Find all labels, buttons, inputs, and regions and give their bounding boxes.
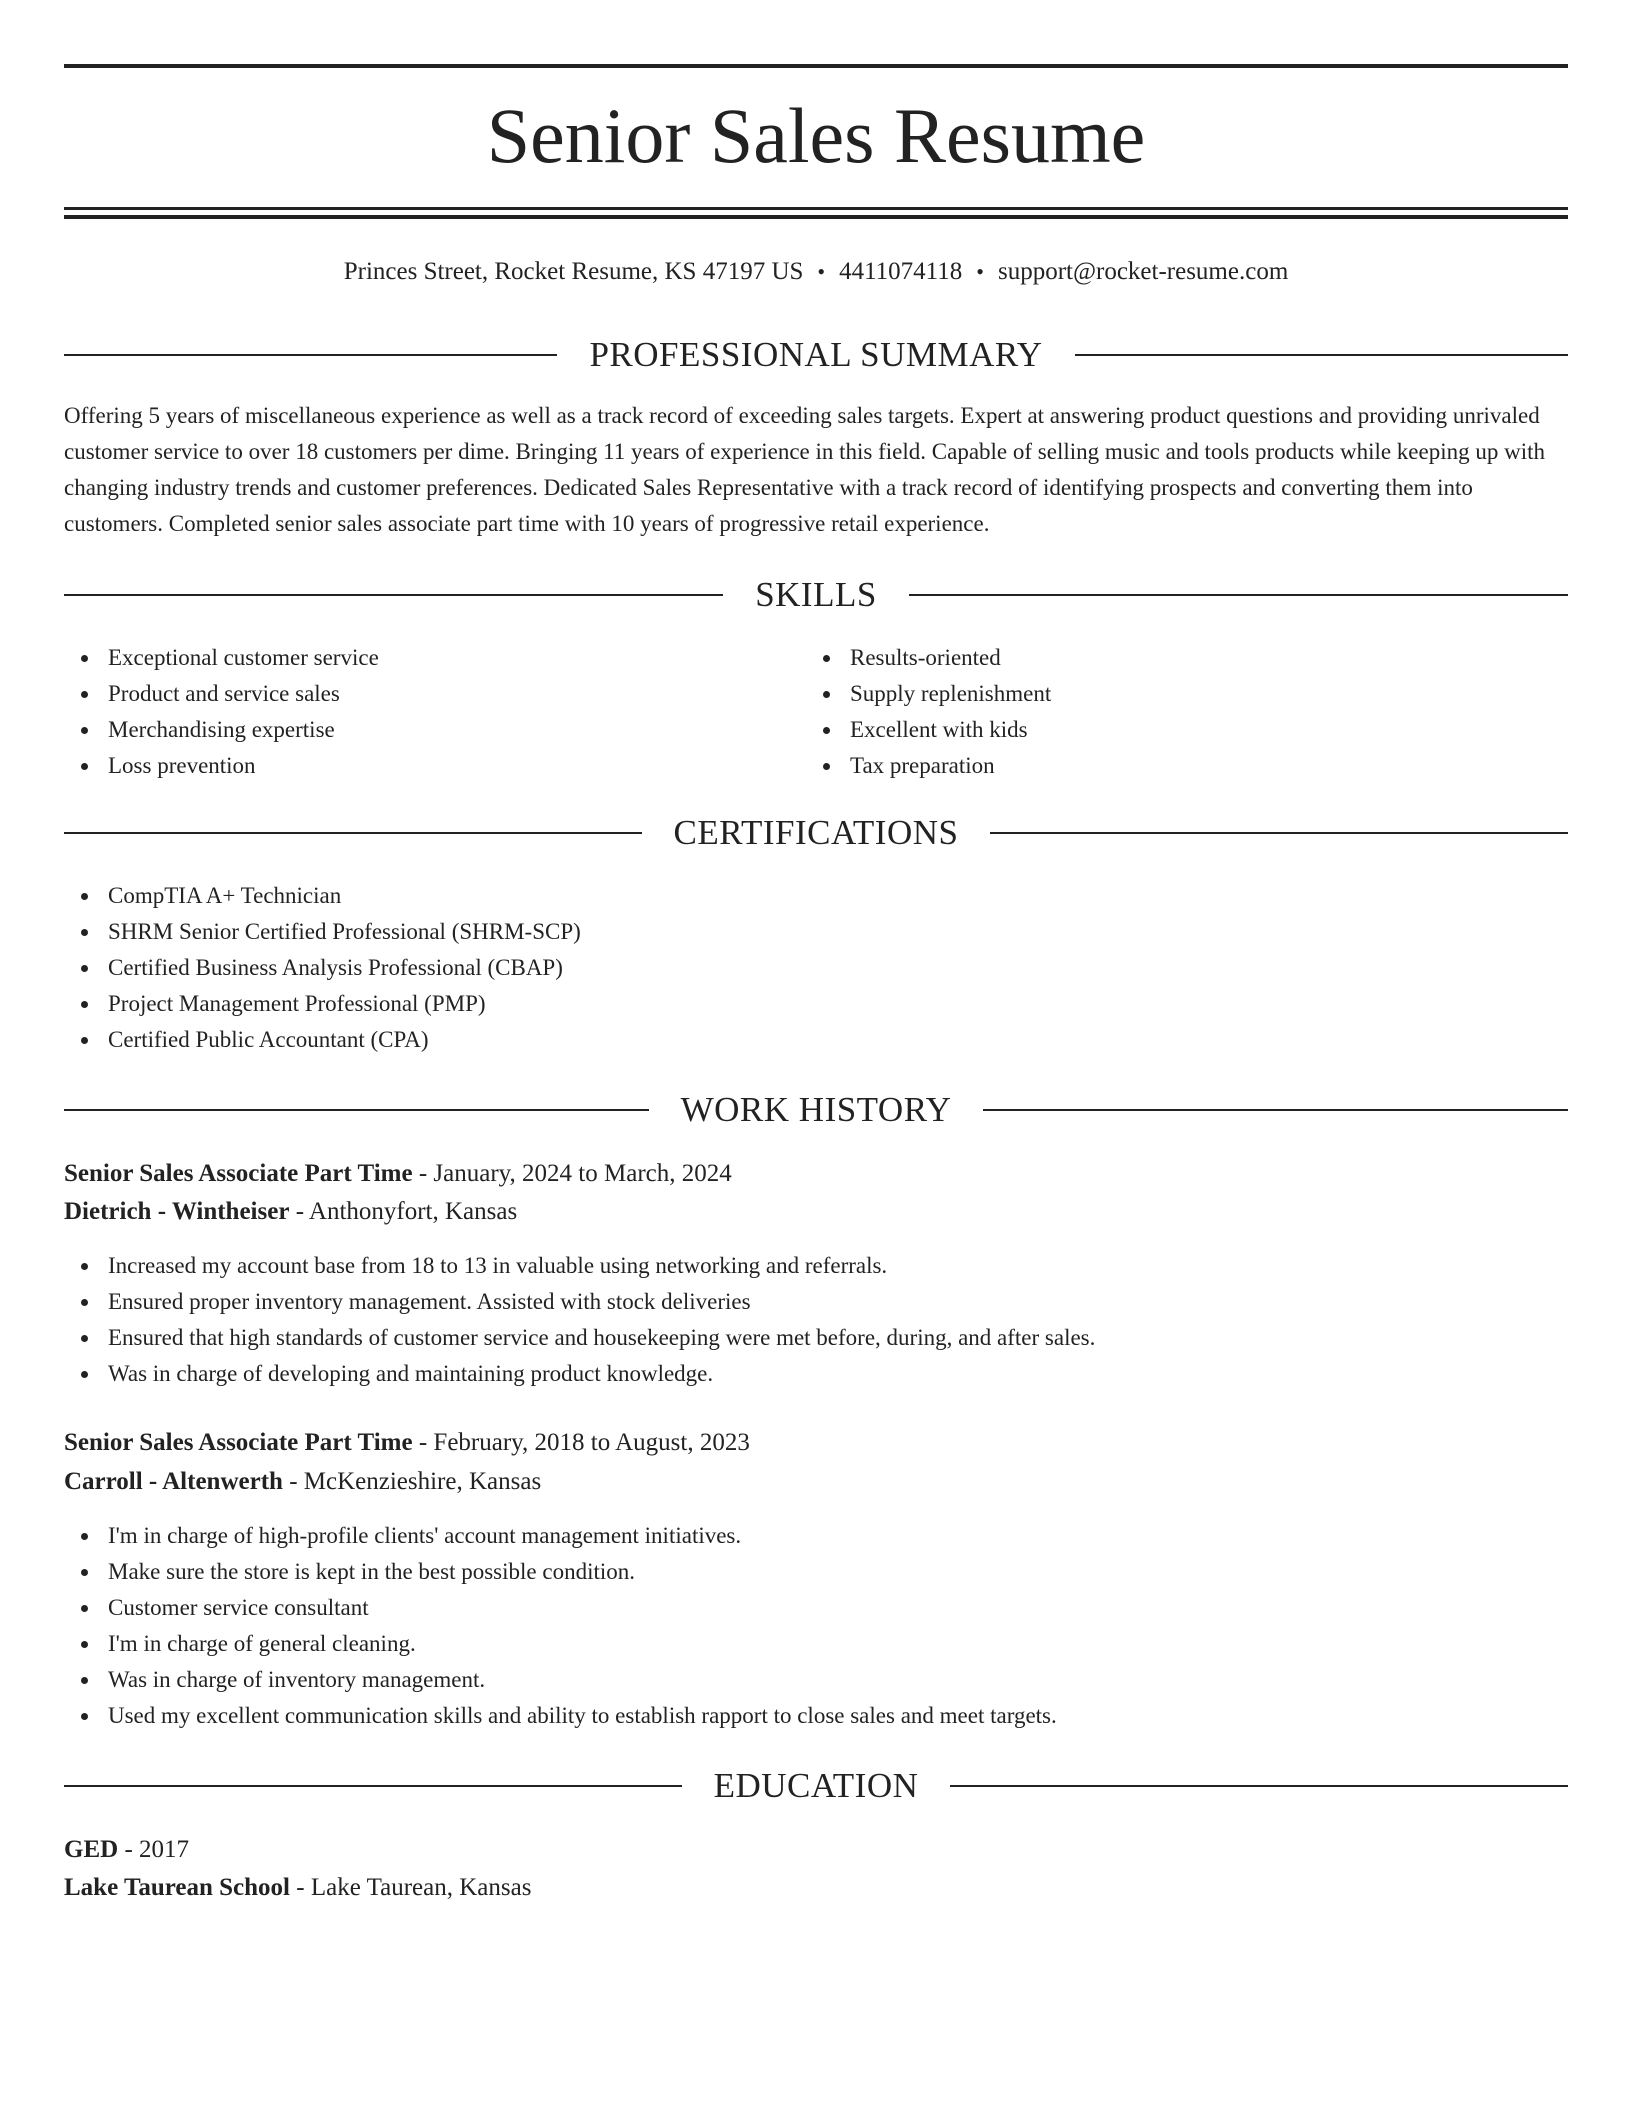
skill-item: Exceptional customer service: [64, 640, 784, 676]
heading-rule: [990, 832, 1568, 834]
section-heading-summary: [64, 330, 1568, 380]
job-bullet: Used my excellent communication skills and ability to establish rapport to close sales and meet targets.: [64, 1698, 1568, 1734]
job-dates: - January, 2024 to March, 2024: [412, 1160, 732, 1187]
skill-item: Tax preparation: [806, 748, 1526, 784]
heading-rule: [64, 1109, 649, 1111]
education-school-line: [64, 1869, 1568, 1907]
heading-rule: [64, 832, 642, 834]
job-company-line: [64, 1463, 1568, 1501]
heading-label: SKILLS: [755, 575, 877, 614]
job-bullet: Was in charge of developing and maintaining product knowledge.: [64, 1356, 1568, 1392]
heading-rule: [950, 1785, 1568, 1787]
heading-rule: [64, 1785, 682, 1787]
education-year: - 2017: [118, 1836, 190, 1863]
heading-rule: [1075, 354, 1568, 356]
header-double-rule-upper: [64, 207, 1568, 210]
skill-item: Merchandising expertise: [64, 712, 784, 748]
heading-rule: [909, 594, 1568, 596]
skills-list-right: [806, 640, 1526, 784]
education-location: - Lake Taurean, Kansas: [290, 1874, 532, 1901]
heading-rule: [983, 1109, 1568, 1111]
job-bullet: Ensured that high standards of customer service and housekeeping were met before, during, and after sales.: [64, 1320, 1568, 1356]
contact-separator: •: [817, 259, 826, 284]
contact-address: Princes Street, Rocket Resume, KS 47197 US: [343, 258, 804, 285]
heading-rule: [64, 354, 557, 356]
job-dates: - February, 2018 to August, 2023: [412, 1429, 750, 1456]
skills-list-left: [64, 640, 784, 784]
job-bullet: Customer service consultant: [64, 1590, 1568, 1626]
skill-item: Supply replenishment: [806, 676, 1526, 712]
job-location: - Anthonyfort, Kansas: [289, 1198, 518, 1225]
skill-item: Results-oriented: [806, 640, 1526, 676]
certifications-list: [64, 878, 1064, 1058]
certification-item: SHRM Senior Certified Professional (SHRM-SCP): [64, 914, 1064, 950]
certification-item: Certified Public Accountant (CPA): [64, 1022, 1064, 1058]
contact-phone: 4411074118: [839, 258, 963, 285]
heading-label: WORK HISTORY: [680, 1090, 952, 1129]
job-bullet: I'm in charge of high-profile clients' account management initiatives.: [64, 1518, 1568, 1554]
section-heading-skills: [64, 570, 1568, 620]
heading-label: EDUCATION: [713, 1766, 919, 1805]
education-degree: GED: [64, 1836, 119, 1863]
summary-text: Offering 5 years of miscellaneous experience as well as a track record of exceeding sales targets. Expert at answering product questions and providing unrivaled customer service to over 18 customers per dime. Bringing 11 years of experience in this field. Capable of selling music and tools products while keeping up with changing industry trends and customer preferences. Dedicated Sales Representative with a track record of identifying prospects and converting them into customers. Completed senior sales associate part time with 10 years of progressive retail experience.: [64, 403, 1546, 536]
job-location: - McKenzieshire, Kansas: [282, 1468, 542, 1495]
skill-item: Product and service sales: [64, 676, 784, 712]
job-bullet: Increased my account base from 18 to 13 in valuable using networking and referrals.: [64, 1248, 1568, 1284]
job-bullets: [64, 1518, 1568, 1734]
job-company: Dietrich - Wintheiser: [64, 1198, 290, 1225]
contact-email: support@rocket-resume.com: [997, 258, 1289, 285]
heading-rule: [64, 594, 723, 596]
resume-title: Senior Sales Resume: [486, 92, 1146, 179]
job-bullet: Make sure the store is kept in the best possible condition.: [64, 1554, 1568, 1590]
section-heading-certifications: [64, 808, 1568, 858]
job-company: Carroll - Altenwerth: [64, 1468, 283, 1495]
heading-label: CERTIFICATIONS: [673, 813, 959, 852]
job-title-line: [64, 1155, 1568, 1193]
header-top-rule: [64, 64, 1568, 68]
job-title: Senior Sales Associate Part Time: [64, 1160, 413, 1187]
job-title: Senior Sales Associate Part Time: [64, 1429, 413, 1456]
section-heading-work-history: [64, 1085, 1568, 1135]
header-double-rule-lower: [64, 215, 1568, 219]
contact-line: [64, 252, 1568, 292]
job-bullet: Was in charge of inventory management.: [64, 1662, 1568, 1698]
certification-item: Project Management Professional (PMP): [64, 986, 1064, 1022]
skill-item: Loss prevention: [64, 748, 784, 784]
education-degree-line: [64, 1831, 1568, 1869]
certification-item: CompTIA A+ Technician: [64, 878, 1064, 914]
section-heading-education: [64, 1761, 1568, 1811]
job-bullets: [64, 1248, 1568, 1392]
job-title-line: [64, 1424, 1568, 1462]
education-school: Lake Taurean School: [64, 1874, 291, 1901]
heading-label: PROFESSIONAL SUMMARY: [589, 335, 1043, 374]
job-bullet: I'm in charge of general cleaning.: [64, 1626, 1568, 1662]
certification-item: Certified Business Analysis Professional (CBAP): [64, 950, 1064, 986]
job-company-line: [64, 1193, 1568, 1231]
job-bullet: Ensured proper inventory management. Assisted with stock deliveries: [64, 1284, 1568, 1320]
contact-separator: •: [976, 259, 984, 284]
skill-item: Excellent with kids: [806, 712, 1526, 748]
